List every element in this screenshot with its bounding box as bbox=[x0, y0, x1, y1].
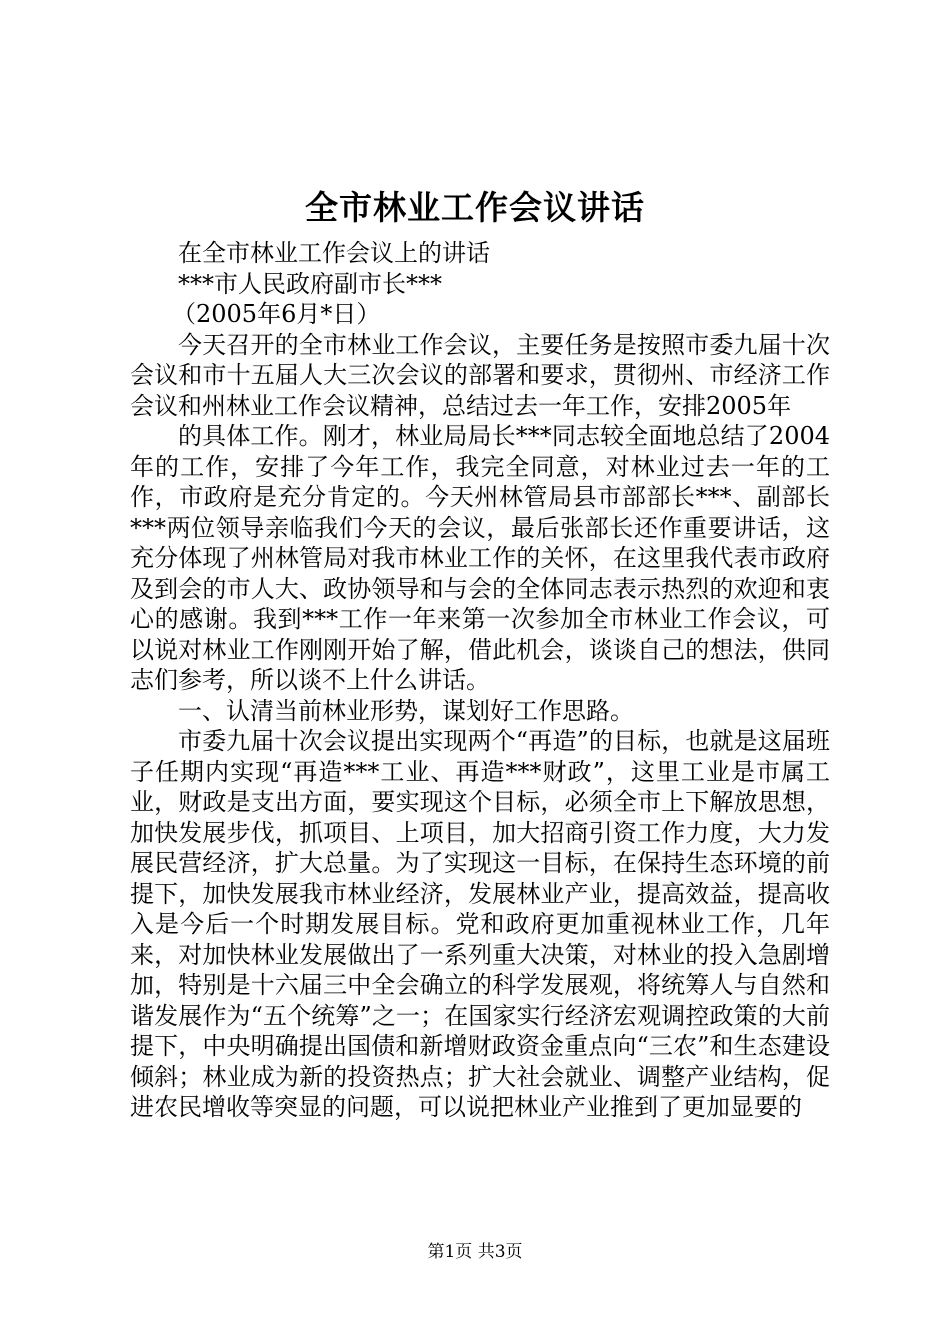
document-body bbox=[130, 238, 830, 1123]
page-footer: 第1页 共3页 bbox=[427, 1242, 523, 1262]
section-heading-1: 一、认清当前林业形势，谋划好工作思路。 bbox=[178, 696, 634, 725]
paragraph-1: 今天召开的全市林业工作会议，主要任务是按照市委九届十次会议和市十五届人大三次会议的部署和要求，贯彻州、市经济工作会议和州林业工作会议精神，总结过去一年工作，安排2005年 bbox=[130, 330, 830, 420]
speech-heading: 在全市林业工作会议上的讲话 bbox=[178, 239, 490, 267]
speaker-line: ***市人民政府副市长*** bbox=[178, 269, 442, 298]
document-title: 全市林业工作会议讲话 bbox=[305, 188, 645, 227]
paragraph-2: 的具体工作。刚才，林业局局长***同志较全面地总结了2004年的工作，安排了今年工作，我完全同意，对林业过去一年的工作，市政府是充分肯定的。今天州林管局县市部部长***、副部长***两位领导亲临我们今天的会议，最后张部长还作重要讲话，这充分体现了州林管局对我市林业工作的关怀，在这里我代表市政府及到会的市人大、政协领导和与会的全体同志表示热烈的欢迎和衷心的感谢。我到***工作一年来第一次参加全市林业工作会议，可以说对林业工作刚刚开始了解，借此机会，谈谈自己的想法，供同志们参考，所以谈不上什么讲话。 bbox=[130, 422, 830, 694]
paragraph-3: 市委九届十次会议提出实现两个“再造”的目标，也就是这届班子任期内实现“再造***工业、再造***财政”，这里工业是市属工业，财政是支出方面，要实现这个目标，必须全市上下解放思想，加快发展步伐，抓项目、上项目，加大招商引资工作力度，大力发展民营经济，扩大总量。为了实现这一目标，在保持生态环境的前提下，加快发展我市林业经济，发展林业产业，提高效益，提高收入是今后一个时期发展目标。党和政府更加重视林业工作，几年来，对加快林业发展做出了一系列重大决策，对林业的投入急剧增加，特别是十六届三中全会确立的科学发展观，将统筹人与自然和谐发展作为“五个统筹”之一；在国家实行经济宏观调控政策的大前提下，中央明确提出国债和新增财政资金重点向“三农”和生态建设倾斜；林业成为新的投资热点；扩大社会就业、调整产业结构，促进农民增收等突显的问题，可以说把林业产业推到了更加显要的 bbox=[130, 727, 830, 1121]
date-line: （2005年6月*日） bbox=[172, 300, 381, 328]
